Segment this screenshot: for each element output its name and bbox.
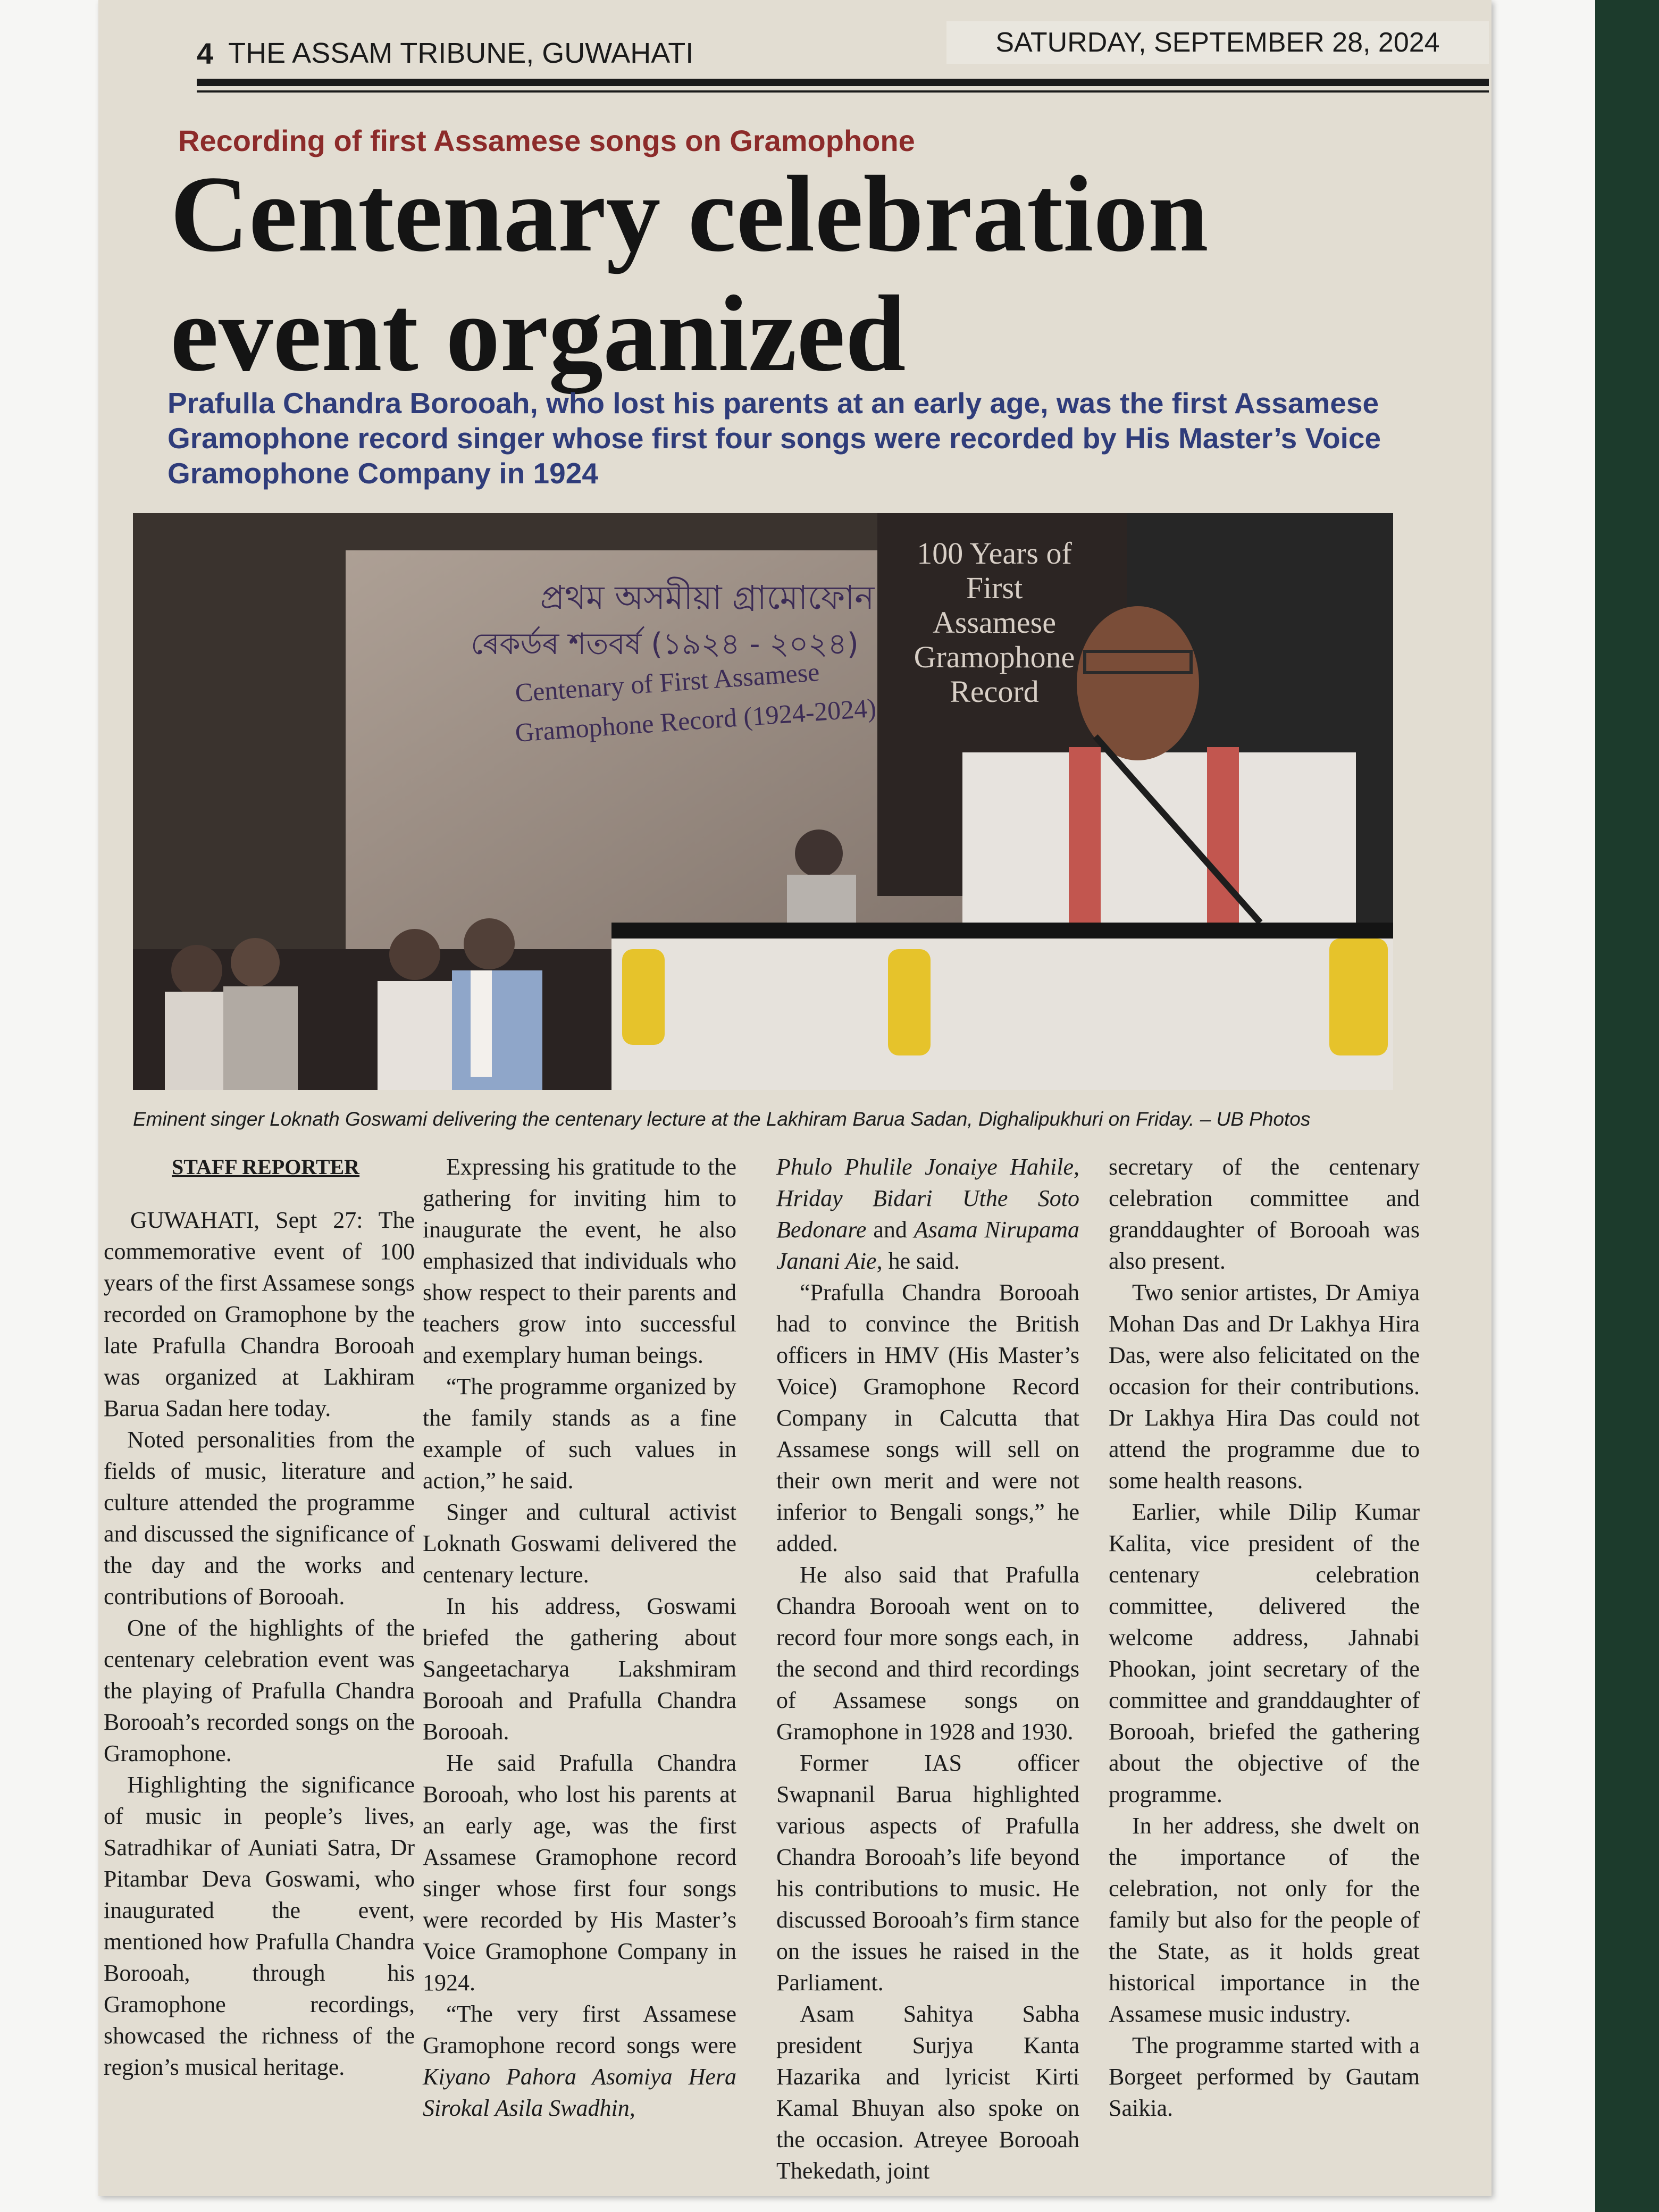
paragraph: secretary of the centenary celebration committee and granddaughter of Borooah was also present. xyxy=(1109,1154,1420,1274)
paragraph: One of the highlights of the centenary celebration event was the playing of Prafulla Chandra Borooah’s recorded songs on the Gramophone. xyxy=(104,1615,415,1766)
board-line-4: Gramophone xyxy=(914,640,1075,674)
event-photo xyxy=(133,513,1393,1090)
paragraph: Expressing his gratitude to the gathering for inviting him to inaugurate the event, he also emphasized that individuals who show respect to their parents and teachers grow into successful and exemplary human beings. xyxy=(423,1154,736,1368)
photo-caption: Eminent singer Loknath Goswami delivering the centenary lecture at the Lakhiram Barua Sadan, Dighalipukhuri on Friday. – UB Photos xyxy=(133,1108,1311,1130)
article-deck: Prafulla Chandra Borooah, who lost his parents at an early age, was the first Assamese Gramophone record singer whose first four songs were recorded by His Master’s Voice Gramophone Company in 1924 xyxy=(167,387,1381,490)
page-number: 4 xyxy=(197,36,214,70)
article-column-2 xyxy=(423,1151,736,2185)
paragraph: GUWAHATI, Sept 27: The commemorative event of 100 years of the first Assamese songs recorded on Gramophone by the late Prafulla Chandra Borooah was organized at Lakhiram Barua Sadan here today. xyxy=(104,1207,415,1421)
banner-assamese-line-2: ৰেকৰ্ডৰ শতবৰ্ষ (১৯২৪ - ২০২৪) xyxy=(471,627,859,661)
paragraph: He said Prafulla Chandra Borooah, who lost his parents at an early age, was the first Assamese Gramophone record singer whose first four songs were recorded by His Master’s Voice Gramophone Company in 1924. xyxy=(423,1750,736,1996)
conjunction: and xyxy=(866,1217,914,1243)
byline: STAFF REPORTER xyxy=(172,1155,360,1179)
event-photo-illustration xyxy=(133,513,1393,1090)
lectern xyxy=(611,923,1393,1090)
article-column-3 xyxy=(776,1151,1079,2185)
banner-english-line-2: Gramophone Record (1924-2024) xyxy=(514,692,877,748)
paragraph xyxy=(776,1151,1079,1277)
paragraph: “Prafulla Chandra Borooah had to convince the British officers in HMV (His Master’s Voice) Gramophone Record Company in Calcutta that Assamese songs will sell on their own merit and were not inferior to Bengali songs,” he added. xyxy=(776,1279,1079,1556)
article-column-4 xyxy=(1109,1151,1420,2185)
paragraph: In her address, she dwelt on the importance of the celebration, not only for the family but also for the people of the State, as it holds great historical importance in the Assamese music industry. xyxy=(1109,1813,1420,2027)
banner-assamese-line-1: প্ৰথম অসমীয়া গ্ৰামোফোন xyxy=(540,578,875,617)
paragraph: Two senior artistes, Dr Amiya Mohan Das and Dr Lakhya Hira Das, were also felicitated on the occasion for their contributions. Dr Lakhya Hira Das could not attend the programme due to some health reasons. xyxy=(1109,1279,1420,1494)
paragraph: In his address, Goswami briefed the gathering about Sangeetacharya Lakshmiram Borooah and Prafulla Chandra Borooah. xyxy=(423,1593,736,1745)
article-column-1 xyxy=(104,1151,415,2185)
paragraph-lead: “The very first Assamese Gramophone record songs were xyxy=(423,2001,736,2058)
paragraph: Former IAS officer Swapnanil Barua highlighted various aspects of Prafulla Chandra Borooah’s life beyond his contributions to music. He discussed Borooah’s firm stance on the issues he raised in the Parliament. xyxy=(776,1750,1079,1996)
masthead-rule xyxy=(197,79,1489,86)
song-titles: Asama Nirupama Janani Aie xyxy=(776,1217,1080,1274)
board-line-2: First xyxy=(966,571,1023,605)
paragraph: Singer and cultural activist Loknath Goswami delivered the centenary lecture. xyxy=(423,1499,736,1588)
board-line-3: Assamese xyxy=(933,605,1056,640)
masthead xyxy=(197,29,744,77)
paragraph: He also said that Prafulla Chandra Borooah went on to record four more songs each, in the second and third recordings of Assamese songs on Gramophone in 1928 and 1930. xyxy=(776,1562,1079,1745)
paragraph: Noted personalities from the fields of music, literature and culture attended the programme and discussed the significance of the day and the works and contributions of Borooah. xyxy=(104,1427,415,1610)
publication-date: SATURDAY, SEPTEMBER 28, 2024 xyxy=(946,21,1489,64)
paper-name: THE ASSAM TRIBUNE, GUWAHATI xyxy=(228,37,694,69)
article-headline: Centenary celebration event organized xyxy=(170,154,1209,394)
paragraph: Earlier, while Dilip Kumar Kalita, vice president of the centenary celebration committee, delivered the welcome address, Jahnabi Phookan, joint secretary of the committee and granddaughter of Borooah, briefed the gathering about the objective of the programme. xyxy=(1109,1499,1420,1807)
paragraph-tail: , he said. xyxy=(876,1248,960,1274)
board-line-1: 100 Years of xyxy=(917,536,1072,571)
song-titles: Kiyano Pahora Asomiya Hera Sirokal Asila Swadhin, xyxy=(423,2064,736,2121)
masthead-rule-thin xyxy=(197,90,1489,93)
paragraph: “The programme organized by the family stands as a fine example of such values in action,” he said. xyxy=(423,1373,736,1494)
banner-english-line-1: Centenary of First Assamese xyxy=(514,657,820,708)
paragraph: Highlighting the significance of music in people’s lives, Satradhikar of Auniati Satra, Dr Pitambar Deva Goswami, who inaugurated the event, mentioned how Prafulla Chandra Borooah, through his Gramophone recordings, showcased the richness of the region’s musical heritage. xyxy=(104,1772,415,2080)
song-titles: Phulo Phulile Jonaiye Hahile, Hriday Bidari Uthe Soto Bedonare xyxy=(776,1154,1079,1243)
paragraph: The programme started with a Borgeet performed by Gautam Saikia. xyxy=(1109,2032,1420,2121)
board-line-5: Record xyxy=(950,674,1039,709)
paragraph: Asam Sahitya Sabha president Surjya Kanta Hazarika and lyricist Kirti Kamal Bhuyan also spoke on the occasion. Atreyee Borooah Thekedath, joint xyxy=(776,2001,1079,2184)
article-kicker: Recording of first Assamese songs on Gramophone xyxy=(178,124,915,157)
paragraph xyxy=(423,1998,736,2124)
